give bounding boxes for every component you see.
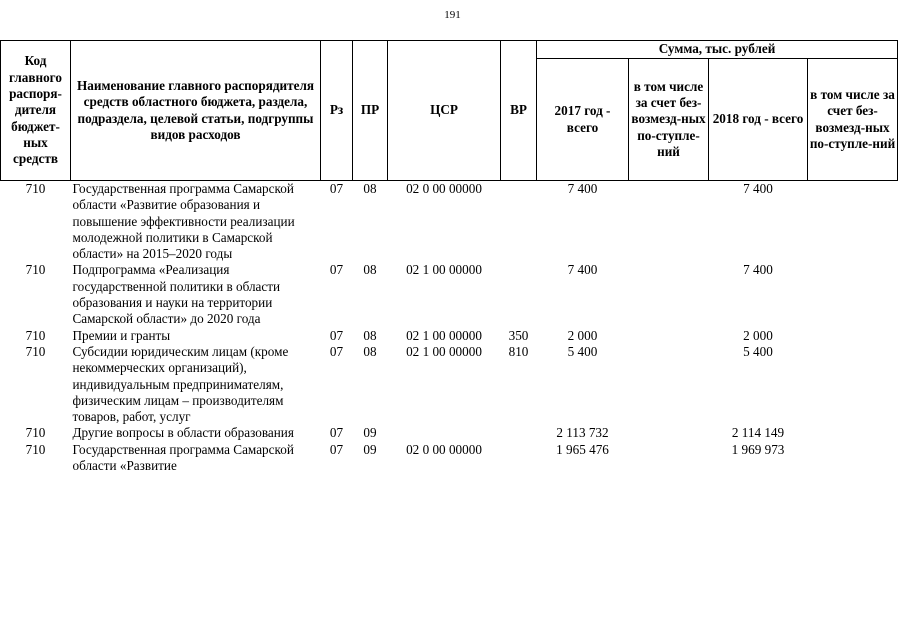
cell-name: Государственная программа Самарской области «Развитие образования и повышение эффективности реализации молодежной политики в Самарской области» на 2015–2020 годы <box>72 181 295 262</box>
page-number: 191 <box>444 9 461 21</box>
cell-csr <box>388 425 501 441</box>
cell-rz: 07 <box>329 425 344 441</box>
header-vr: ВР <box>501 41 537 181</box>
cell-code: 710 <box>25 441 46 457</box>
cell-grants-2017 <box>629 262 709 327</box>
cell-grants-2018 <box>808 328 898 344</box>
table-row <box>1 328 898 344</box>
cell-vr <box>501 425 537 441</box>
cell-sum-2017: 2 000 <box>567 327 598 343</box>
table-row <box>1 181 898 263</box>
cell-sum-2017: 7 400 <box>567 262 598 278</box>
cell-grants-2017 <box>629 328 709 344</box>
cell-pr: 08 <box>363 343 377 359</box>
header-rz: Рз <box>321 41 353 181</box>
cell-grants-2017 <box>629 442 709 475</box>
cell-grants-2017 <box>629 344 709 425</box>
table-row <box>1 344 898 425</box>
cell-rz: 07 <box>329 327 344 343</box>
header-2017-grants: в том числе за счет без-возмезд-ных по-ступле-ний <box>629 59 709 181</box>
cell-pr: 09 <box>363 441 377 457</box>
cell-name: Подпрограмма «Реализация государственной политики в области образования и науки на территории Самарской области» до 2020 года <box>72 262 281 327</box>
cell-name: Государственная программа Самарской области «Развитие <box>72 441 294 474</box>
cell-rz: 07 <box>329 343 344 359</box>
header-2018-grants: в том числе за счет без-возмезд-ных по-ступле-ний <box>808 59 898 181</box>
header-name: Наименование главного распорядителя средств областного бюджета, раздела, подраздела, целевой статьи, подгруппы видов расходов <box>71 41 321 181</box>
cell-sum-2017: 7 400 <box>567 181 598 196</box>
cell-grants-2018 <box>808 181 898 263</box>
cell-sum-2018: 2 114 149 <box>731 425 785 441</box>
cell-code: 710 <box>25 262 46 278</box>
cell-sum-2018: 5 400 <box>743 343 773 359</box>
cell-pr: 09 <box>363 425 377 441</box>
cell-rz: 07 <box>329 441 344 457</box>
cell-grants-2018 <box>808 262 898 327</box>
cell-code: 710 <box>25 425 46 441</box>
cell-pr: 08 <box>363 327 377 343</box>
table-row <box>1 262 898 327</box>
cell-csr: 02 0 00 00000 <box>406 181 482 196</box>
cell-rz: 07 <box>329 262 344 278</box>
cell-sum-2018: 1 969 973 <box>731 441 785 457</box>
header-2017-total: 2017 год - всего <box>537 59 629 181</box>
cell-pr: 08 <box>363 262 377 278</box>
cell-grants-2018 <box>808 344 898 425</box>
header-code: Код главного распоря-дителя бюджет-ных средств <box>1 41 71 181</box>
table-row <box>1 442 898 475</box>
cell-vr <box>501 442 537 475</box>
cell-code: 710 <box>25 343 46 359</box>
cell-csr: 02 0 00 00000 <box>406 441 482 457</box>
cell-rz: 07 <box>329 181 344 196</box>
header-sum: Сумма, тыс. рублей <box>537 41 898 59</box>
cell-vr: 350 <box>508 327 529 343</box>
cell-csr: 02 1 00 00000 <box>406 262 482 278</box>
header-csr: ЦСР <box>388 41 501 181</box>
cell-vr <box>501 262 537 327</box>
cell-sum-2017: 1 965 476 <box>556 441 609 457</box>
cell-csr: 02 1 00 00000 <box>406 327 482 343</box>
cell-pr: 08 <box>363 181 377 196</box>
table-row <box>1 425 898 441</box>
header-pr: ПР <box>353 41 388 181</box>
cell-sum-2017: 2 113 732 <box>556 425 609 441</box>
cell-sum-2017: 5 400 <box>567 343 598 359</box>
cell-grants-2017 <box>629 181 709 263</box>
cell-vr: 810 <box>508 343 529 359</box>
cell-name: Премии и гранты <box>72 327 171 343</box>
cell-name: Другие вопросы в области образования <box>72 425 294 441</box>
cell-code: 710 <box>25 327 46 343</box>
cell-sum-2018: 7 400 <box>743 181 773 196</box>
cell-vr <box>501 181 537 263</box>
cell-name: Субсидии юридическим лицам (кроме некоммерческих организаций), индивидуальным предпринимателям, физическим лицам – производителям товаров, работ, услуг <box>72 343 289 425</box>
cell-grants-2018 <box>808 425 898 441</box>
cell-grants-2017 <box>629 425 709 441</box>
header-2018-total: 2018 год - всего <box>709 59 808 181</box>
cell-sum-2018: 7 400 <box>743 262 773 278</box>
table-body <box>1 181 898 475</box>
cell-grants-2018 <box>808 442 898 475</box>
table-header <box>1 41 898 181</box>
cell-sum-2018: 2 000 <box>743 327 773 343</box>
cell-csr: 02 1 00 00000 <box>406 343 482 359</box>
budget-table <box>0 40 898 474</box>
cell-code: 710 <box>25 181 46 196</box>
